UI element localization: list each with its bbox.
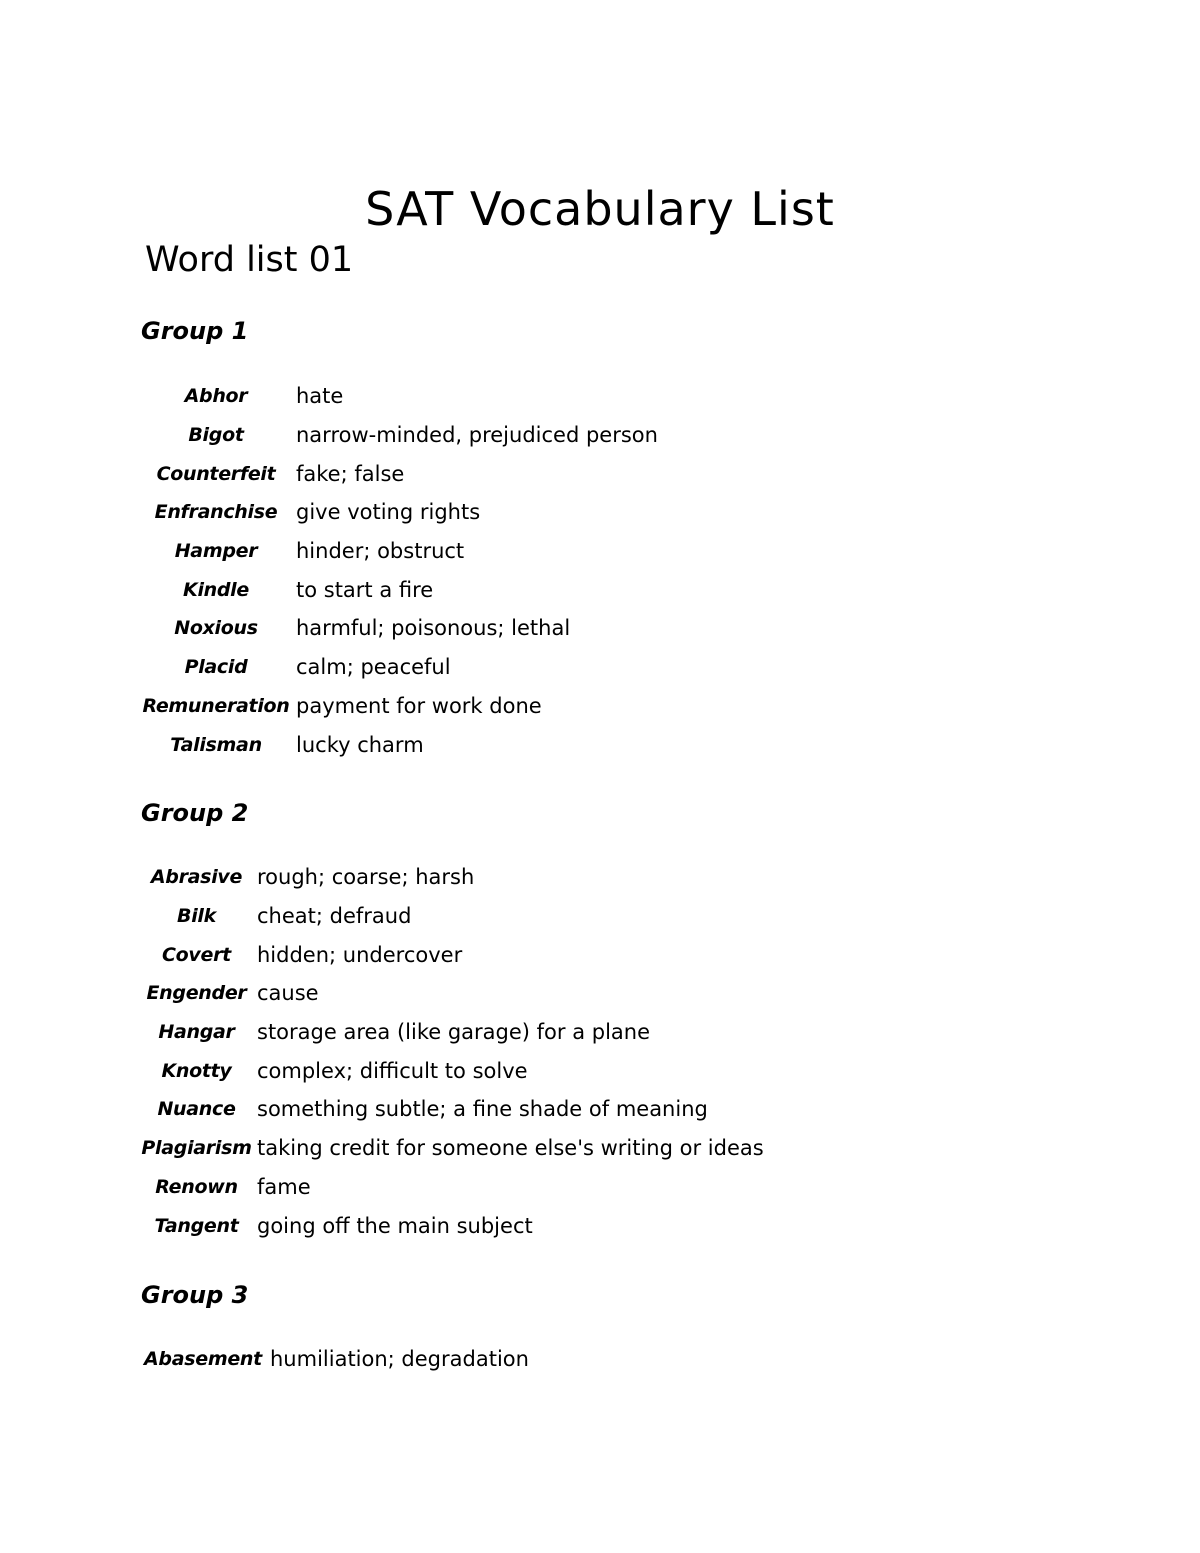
vocab-definition: lucky charm — [296, 732, 424, 757]
vocab-row — [140, 687, 658, 726]
word-list-heading: Word list 01 — [145, 240, 354, 280]
vocab-row — [140, 1340, 529, 1379]
vocab-term: Hangar — [158, 1021, 235, 1044]
group-heading: Group 1 — [141, 317, 249, 345]
vocab-term: Kindle — [183, 578, 249, 601]
vocab-definition: hate — [296, 384, 344, 409]
vocab-term: Enfranchise — [154, 501, 278, 524]
vocab-row — [140, 416, 658, 455]
vocabulary-table — [140, 858, 764, 1245]
vocab-term: Counterfeit — [156, 462, 276, 485]
vocab-row — [140, 1013, 764, 1052]
vocab-row — [140, 454, 658, 493]
vocab-term: Covert — [162, 943, 231, 966]
vocab-row — [140, 570, 658, 609]
vocab-definition: something subtle; a fine shade of meaning — [257, 1097, 708, 1122]
vocab-definition: harmful; poisonous; lethal — [296, 616, 571, 641]
vocab-definition: complex; difficult to solve — [257, 1058, 528, 1083]
vocab-row — [140, 897, 764, 936]
vocab-term: Abasement — [144, 1348, 262, 1371]
vocab-definition: calm; peaceful — [296, 655, 451, 680]
vocab-row — [140, 974, 764, 1013]
vocab-term: Placid — [184, 656, 248, 679]
vocab-definition: hidden; undercover — [257, 942, 463, 967]
vocab-row — [140, 725, 658, 764]
vocab-term: Bilk — [177, 905, 216, 928]
vocab-row — [140, 609, 658, 648]
vocab-definition: storage area (like garage) for a plane — [257, 1020, 651, 1045]
vocab-row — [140, 1206, 764, 1245]
vocab-definition: fame — [257, 1174, 311, 1199]
vocab-row — [140, 935, 764, 974]
vocab-term: Talisman — [170, 733, 262, 756]
vocab-term: Hamper — [174, 540, 258, 563]
vocabulary-table — [140, 1340, 529, 1379]
vocab-definition: hinder; obstruct — [296, 539, 465, 564]
vocab-term: Knotty — [161, 1059, 232, 1082]
vocab-row — [140, 1051, 764, 1090]
vocab-term: Plagiarism — [141, 1137, 252, 1160]
vocab-term: Noxious — [174, 617, 258, 640]
vocab-row — [140, 858, 764, 897]
vocab-row — [140, 1129, 764, 1168]
vocab-definition: going off the main subject — [257, 1213, 533, 1238]
vocab-row — [140, 1168, 764, 1207]
vocab-definition: rough; coarse; harsh — [257, 865, 475, 890]
vocab-definition: taking credit for someone else's writing or ideas — [257, 1136, 764, 1161]
vocab-term: Abhor — [184, 385, 248, 408]
vocab-definition: to start a fire — [296, 577, 434, 602]
vocab-term: Nuance — [157, 1098, 236, 1121]
vocab-definition: narrow-minded, prejudiced person — [296, 423, 658, 448]
vocab-row — [140, 377, 658, 416]
vocab-definition: fake; false — [296, 461, 405, 486]
document-title: SAT Vocabulary List — [365, 181, 835, 236]
vocab-row — [140, 493, 658, 532]
vocab-row — [140, 532, 658, 571]
vocab-definition: give voting rights — [296, 500, 481, 525]
vocab-term: Renown — [155, 1175, 238, 1198]
vocab-term: Remuneration — [142, 694, 290, 717]
vocab-term: Bigot — [188, 424, 244, 447]
vocabulary-table — [140, 377, 658, 764]
vocab-definition: payment for work done — [296, 693, 542, 718]
vocab-row — [140, 1090, 764, 1129]
vocab-term: Tangent — [154, 1214, 239, 1237]
vocab-term: Engender — [146, 982, 247, 1005]
group-heading: Group 2 — [141, 799, 249, 827]
vocab-row — [140, 648, 658, 687]
vocab-definition: cheat; defraud — [257, 904, 412, 929]
vocab-definition: cause — [257, 981, 319, 1006]
vocab-definition: humiliation; degradation — [270, 1347, 529, 1372]
vocab-term: Abrasive — [150, 866, 243, 889]
group-heading: Group 3 — [141, 1281, 249, 1309]
